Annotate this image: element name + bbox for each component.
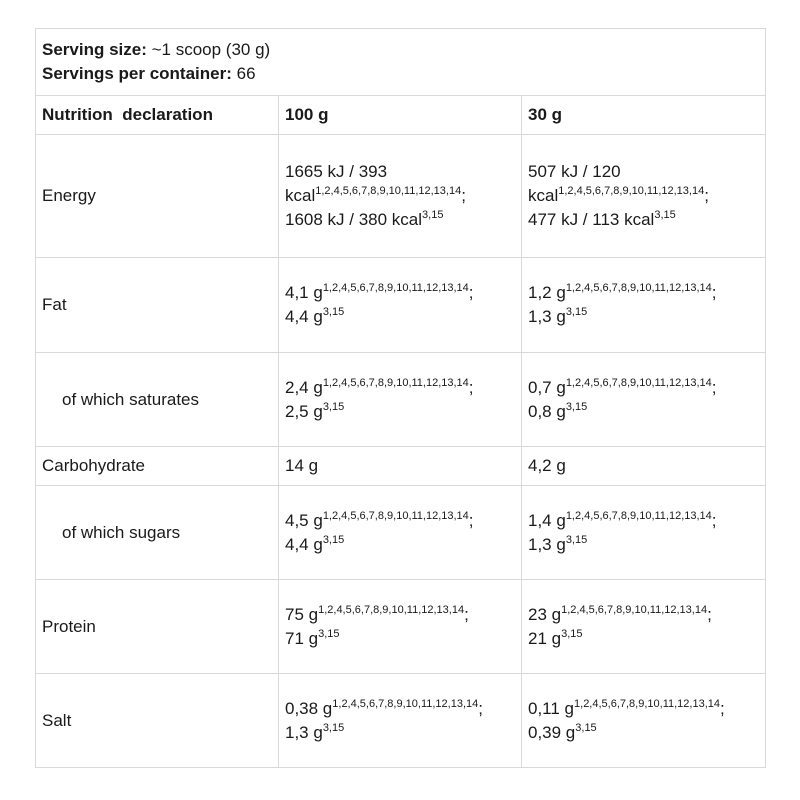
salt-30g-b: 0,39 g bbox=[528, 722, 576, 742]
table-row-energy bbox=[36, 135, 766, 258]
fat-30g-a: 1,2 g bbox=[528, 283, 566, 302]
footnote-ref: 1,2,4,5,6,7,8,9,10,11,12,13,14 bbox=[315, 185, 462, 197]
sugars-30g-b: 1,3 g bbox=[528, 534, 566, 554]
footnote-ref: 1,2,4,5,6,7,8,9,10,11,12,13,14 bbox=[565, 509, 712, 522]
salt-30g-value: 0,11 $g^{1,2,4,5,6,7,8,9,10,11,12,13,14}$; 0,39 $g^{3,15}$ bbox=[522, 674, 766, 768]
sugars-30g-value: 1,4 $g^{1,2,4,5,6,7,8,9,10,11,12,13,14}$; 1,3 $g^{3,15}$ bbox=[522, 486, 766, 580]
fat-30g-value: 1,2 $g^{1,2,4,5,6,7,8,9,10,11,12,13,14}$; 1,3 $g^{3,15}$ bbox=[522, 258, 766, 353]
servings-per-container-value: 66 bbox=[231, 64, 256, 83]
row-label-protein: Protein bbox=[36, 580, 279, 674]
row-label-energy: Energy bbox=[36, 135, 279, 258]
salt-30g-a: 0,11 g bbox=[528, 698, 575, 718]
saturates-30g-b: 0,8 g bbox=[528, 401, 566, 421]
table-row-protein bbox=[36, 580, 766, 674]
saturates-30g-value: 0,7 $g^{1,2,4,5,6,7,8,9,10,11,12,13,14}$; 0,8 $g^{3,15}$ bbox=[522, 353, 766, 447]
salt-100g-value: 0,38 $g^{1,2,4,5,6,7,8,9,10,11,12,13,14}$; 1,3 $g^{3,15}$ bbox=[279, 674, 522, 768]
table-row-fat bbox=[36, 258, 766, 353]
row-label-carbohydrate: Carbohydrate bbox=[36, 447, 279, 486]
protein-100g-value: 75 $g^{1,2,4,5,6,7,8,9,10,11,12,13,14}$; 71 $g^{3,15}$ bbox=[279, 580, 522, 674]
footnote-ref: 3,15 bbox=[561, 627, 583, 640]
footnote-ref: 3,15 bbox=[565, 533, 588, 546]
saturates-100g-a: 2,4 g bbox=[285, 377, 323, 397]
footnote-ref: 1,2,4,5,6,7,8,9,10,11,12,13,14 bbox=[332, 697, 479, 710]
energy-30g-value: 507 kJ / 120 kcal$^{1,2,4,5,6,7,8,9,10,11,12,13,14}$; 477 kJ / 113 kcal$^{3,15}$ bbox=[522, 135, 766, 258]
footnote-ref: 3,15 bbox=[322, 721, 345, 734]
footnote-ref: 1,2,4,5,6,7,8,9,10,11,12,13,14 bbox=[574, 697, 720, 710]
row-label-salt: Salt bbox=[36, 674, 279, 768]
fat-100g-value: 4,1 $g^{1,2,4,5,6,7,8,9,10,11,12,13,14}$; 4,4 $g^{3,15}$ bbox=[279, 258, 522, 353]
footnote-ref: 3,15 bbox=[422, 209, 444, 221]
footnote-ref: 3,15 bbox=[318, 627, 340, 640]
salt-100g-b: 1,3 g bbox=[285, 722, 323, 742]
fat-30g-b: 1,3 g bbox=[528, 307, 566, 326]
table-row-saturates bbox=[36, 353, 766, 447]
table-row-sugars bbox=[36, 486, 766, 580]
footnote-ref: 3,15 bbox=[322, 306, 345, 318]
energy-30g-a: 507 kJ / 120 kcal bbox=[528, 162, 621, 205]
footnote-ref: 1,2,4,5,6,7,8,9,10,11,12,13,14 bbox=[565, 376, 712, 389]
servings-per-container-label: Servings per container: bbox=[42, 64, 232, 83]
serving-info-row bbox=[36, 29, 766, 96]
sugars-100g-b: 4,4 g bbox=[285, 534, 323, 554]
salt-100g-a: 0,38 g bbox=[285, 698, 333, 718]
row-label-sugars: of which sugars bbox=[36, 486, 279, 580]
footnote-ref: 1,2,4,5,6,7,8,9,10,11,12,13,14 bbox=[322, 509, 469, 522]
protein-100g-a: 75 g bbox=[285, 604, 319, 624]
carbohydrate-100g-value: 14 g bbox=[279, 447, 522, 486]
table-row-salt bbox=[36, 674, 766, 768]
servings-per-container bbox=[42, 62, 759, 86]
fat-100g-a: 4,1 g bbox=[285, 283, 323, 302]
sugars-30g-a: 1,4 g bbox=[528, 510, 566, 530]
carbohydrate-30g-value: 4,2 g bbox=[522, 447, 766, 486]
footnote-ref: 3,15 bbox=[575, 721, 597, 734]
protein-100g-b: 71 g bbox=[285, 628, 319, 648]
sugars-100g-value: 4,5 $g^{1,2,4,5,6,7,8,9,10,11,12,13,14}$; 4,4 $g^{3,15}$ bbox=[279, 486, 522, 580]
footnote-ref: 1,2,4,5,6,7,8,9,10,11,12,13,14 bbox=[322, 376, 469, 389]
table-header-row bbox=[36, 96, 766, 135]
sugars-100g-a: 4,5 g bbox=[285, 510, 323, 530]
protein-30g-b: 21 g bbox=[528, 628, 562, 648]
footnote-ref: 1,2,4,5,6,7,8,9,10,11,12,13,14 bbox=[558, 185, 705, 197]
footnote-ref: 1,2,4,5,6,7,8,9,10,11,12,13,14 bbox=[561, 603, 708, 616]
energy-100g-value: 1665 kJ / 393 kcal$^{1,2,4,5,6,7,8,9,10,11,12,13,14}$; 1608 kJ / 380 kcal$^{3,15}$ bbox=[279, 135, 522, 258]
header-100g: 100 g bbox=[279, 96, 522, 135]
footnote-ref: 1,2,4,5,6,7,8,9,10,11,12,13,14 bbox=[322, 282, 469, 294]
footnote-ref: 3,15 bbox=[654, 209, 676, 221]
footnote-ref: 3,15 bbox=[322, 400, 345, 413]
energy-30g-b: 477 kJ / 113 kcal bbox=[528, 210, 655, 229]
saturates-30g-a: 0,7 g bbox=[528, 377, 566, 397]
energy-100g-a: 1665 kJ / 393 kcal bbox=[285, 162, 388, 205]
row-label-saturates: of which saturates bbox=[36, 353, 279, 447]
row-label-fat: Fat bbox=[36, 258, 279, 353]
footnote-ref: 1,2,4,5,6,7,8,9,10,11,12,13,14 bbox=[565, 282, 712, 294]
serving-size bbox=[42, 38, 759, 62]
header-declaration: Nutrition declaration bbox=[36, 96, 279, 135]
footnote-ref: 3,15 bbox=[565, 306, 588, 318]
serving-size-label: Serving size: bbox=[42, 40, 147, 59]
nutrition-table bbox=[35, 28, 766, 768]
serving-info-cell bbox=[36, 29, 766, 96]
header-30g: 30 g bbox=[522, 96, 766, 135]
table-row-carbohydrate bbox=[36, 447, 766, 486]
footnote-ref: 1,2,4,5,6,7,8,9,10,11,12,13,14 bbox=[318, 603, 465, 616]
footnote-ref: 3,15 bbox=[565, 400, 588, 413]
footnote-ref: 3,15 bbox=[322, 533, 345, 546]
energy-100g-b: 1608 kJ / 380 kcal bbox=[285, 210, 423, 229]
protein-30g-value: 23 $g^{1,2,4,5,6,7,8,9,10,11,12,13,14}$; 21 $g^{3,15}$ bbox=[522, 580, 766, 674]
protein-30g-a: 23 g bbox=[528, 604, 562, 624]
saturates-100g-value: 2,4 $g^{1,2,4,5,6,7,8,9,10,11,12,13,14}$; 2,5 $g^{3,15}$ bbox=[279, 353, 522, 447]
serving-size-value: ~1 scoop (30 g) bbox=[146, 40, 271, 59]
fat-100g-b: 4,4 g bbox=[285, 307, 323, 326]
saturates-100g-b: 2,5 g bbox=[285, 401, 323, 421]
